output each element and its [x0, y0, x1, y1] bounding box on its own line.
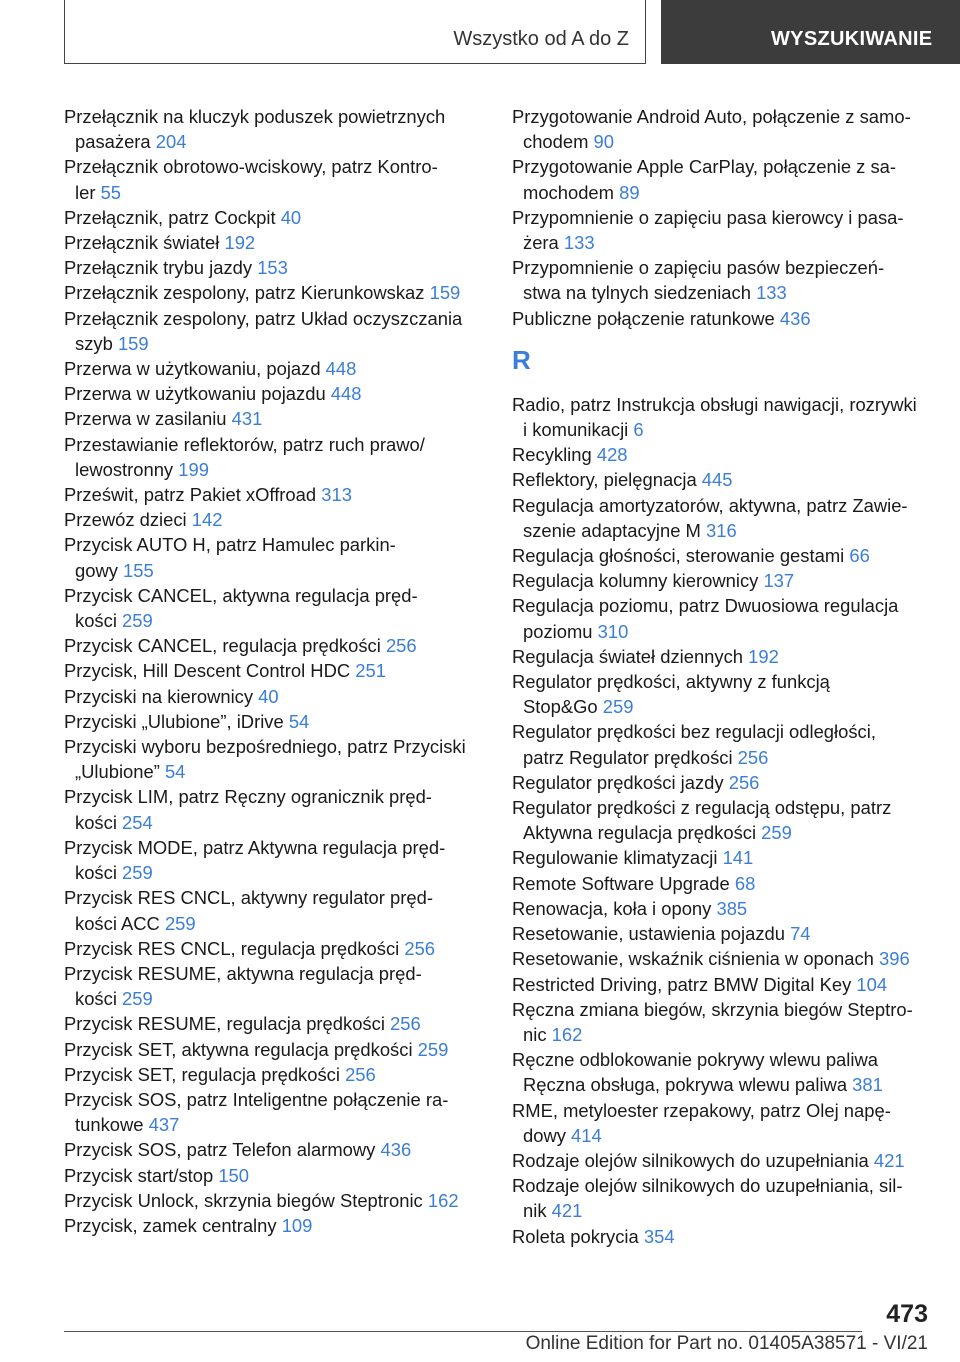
- entry-page-link[interactable]: 142: [191, 509, 223, 531]
- entry-text: Ręczne odblokowanie pokrywy wlewu paliwa Ręczna obsługa, pokrywa wlewu paliwa: [512, 1049, 878, 1096]
- tab-a-to-z-label: Wszystko od A do Z: [453, 28, 629, 50]
- entry-page-link[interactable]: 192: [224, 232, 256, 254]
- entry-page-link[interactable]: 150: [218, 1164, 249, 1186]
- entry-page-link[interactable]: 436: [380, 1139, 412, 1161]
- entry-page-link[interactable]: 133: [756, 282, 787, 304]
- page-number: 473: [886, 1300, 928, 1328]
- entry-page-link[interactable]: 40: [280, 206, 302, 228]
- index-entry: [512, 255, 932, 305]
- entry-page-link[interactable]: 448: [325, 358, 357, 380]
- entry-text: Przycisk, zamek centralny: [64, 1214, 282, 1236]
- index-entry: [64, 734, 484, 784]
- entry-text: Przygotowanie Android Auto, połączenie z samo- chodem: [512, 106, 911, 153]
- index-entry: [64, 583, 484, 633]
- entry-text: Recykling: [512, 444, 597, 466]
- entry-page-link[interactable]: 133: [563, 232, 595, 254]
- entry-text: Przełącznik trybu jazdy: [64, 257, 258, 279]
- entry-text: Przełącznik zespolony, patrz Układ oczyszczania szyb: [64, 307, 463, 354]
- entry-text: Przestawianie reflektorów, patrz ruch prawo/ lewostronny: [64, 433, 425, 480]
- index-entry: [512, 921, 932, 946]
- entry-page-link[interactable]: 254: [122, 811, 153, 833]
- entry-page-link[interactable]: 256: [728, 771, 760, 793]
- entry-text: Prześwit, patrz Pakiet xOffroad: [64, 484, 322, 506]
- entry-text: Przycisk SOS, patrz Inteligentne połączenie ra- tunkowe: [64, 1088, 449, 1136]
- entry-text: Przerwa w użytkowaniu, pojazd: [64, 358, 326, 380]
- entry-page-link[interactable]: 316: [706, 519, 737, 541]
- index-entry: [512, 104, 932, 154]
- entry-text: Regulator prędkości, aktywny z funkcją Stop&Go: [512, 671, 830, 718]
- index-entry: [512, 946, 932, 971]
- entry-text: Przycisk RESUME, aktywna regulacja pręd- kości: [64, 962, 422, 1010]
- entry-text: Remote Software Upgrade: [512, 872, 735, 894]
- entry-page-link[interactable]: 251: [355, 660, 386, 682]
- entry-text: Przyciski wyboru bezpośredniego, patrz Przyciski „Ulubione”: [64, 736, 466, 783]
- index-entry: [64, 306, 484, 356]
- index-entry: [512, 997, 932, 1047]
- entry-page-link[interactable]: 90: [593, 131, 615, 153]
- index-entry: [512, 467, 932, 492]
- index-entry: [64, 885, 484, 935]
- section-letter: R: [512, 344, 531, 375]
- index-entry: [512, 593, 932, 643]
- entry-page-link[interactable]: 153: [257, 257, 288, 279]
- entry-text: Przełącznik na kluczyk poduszek powietrznych pasażera: [64, 106, 446, 153]
- index-entry: [512, 1047, 932, 1097]
- entry-page-link[interactable]: 256: [385, 635, 417, 657]
- entry-page-link[interactable]: 385: [716, 897, 748, 919]
- index-entry: [64, 684, 484, 709]
- entry-text: Publiczne połączenie ratunkowe: [512, 307, 780, 329]
- index-entry: [64, 154, 484, 204]
- entry-page-link[interactable]: 256: [390, 1013, 421, 1035]
- index-entry: [64, 381, 484, 406]
- index-entry: [64, 1163, 484, 1188]
- index-entry: [512, 871, 932, 896]
- index-entry: [64, 280, 484, 305]
- entry-text: Regulacja poziomu, patrz Dwuosiowa regulacja poziomu: [512, 595, 899, 642]
- entry-text: Przycisk CANCEL, aktywna regulacja pręd- kości: [64, 584, 418, 632]
- index-entry: [64, 1062, 484, 1087]
- index-entry: [512, 442, 932, 467]
- index-entry: [512, 392, 932, 442]
- entry-page-link[interactable]: 104: [856, 973, 888, 995]
- index-entry: [512, 845, 932, 870]
- entry-text: Przerwa w zasilaniu: [64, 408, 232, 430]
- entry-page-link[interactable]: 55: [100, 181, 122, 203]
- entry-text: Przyciski na kierownicy: [64, 685, 259, 707]
- index-entry: [64, 1188, 484, 1213]
- entry-text: Przewóz dzieci: [64, 509, 192, 531]
- index-entry: [64, 709, 484, 734]
- entry-text: Przycisk LIM, patrz Ręczny ogranicznik pręd- kości: [64, 786, 432, 833]
- index-entry: [512, 154, 932, 204]
- entry-page-link[interactable]: 256: [345, 1063, 376, 1085]
- entry-page-link[interactable]: 256: [404, 937, 436, 959]
- entry-text: Regulacja głośności, sterowanie gestami: [512, 545, 850, 567]
- index-entry: [64, 104, 484, 154]
- index-entry: [64, 205, 484, 230]
- entry-text: Resetowanie, wskaźnik ciśnienia w oponach: [512, 948, 879, 970]
- entry-text: Przycisk RESUME, regulacja prędkości: [64, 1013, 391, 1035]
- tab-search-label: WYSZUKIWANIE: [771, 28, 933, 50]
- index-entry: [64, 482, 484, 507]
- entry-page-link[interactable]: 40: [258, 685, 279, 707]
- index-entry: [512, 568, 932, 593]
- entry-page-link[interactable]: 6: [633, 419, 644, 441]
- entry-page-link[interactable]: 162: [551, 1023, 583, 1045]
- index-entry: [64, 936, 484, 961]
- entry-page-link[interactable]: 54: [164, 761, 186, 783]
- entry-page-link[interactable]: 414: [571, 1124, 602, 1146]
- entry-page-link[interactable]: 259: [122, 862, 153, 884]
- entry-text: Przypomnienie o zapięciu pasa kierowcy i pasa- żera: [512, 206, 904, 254]
- index-entry: [64, 507, 484, 532]
- entry-page-link[interactable]: 259: [122, 610, 153, 632]
- entry-page-link[interactable]: 192: [748, 645, 779, 667]
- index-entry: [64, 658, 484, 683]
- entry-text: Regulowanie klimatyzacji: [512, 847, 723, 869]
- entry-text: Przygotowanie Apple CarPlay, połączenie z sa- mochodem: [512, 156, 897, 203]
- entry-text: Przycisk Unlock, skrzynia biegów Steptronic: [64, 1189, 428, 1211]
- entry-page-link[interactable]: 313: [321, 484, 352, 506]
- entry-page-link[interactable]: 162: [427, 1189, 459, 1211]
- entry-text: Regulator prędkości bez regulacji odległości, patrz Regulator prędkości: [512, 721, 876, 768]
- entry-page-link[interactable]: 259: [122, 988, 153, 1010]
- entry-text: Przycisk MODE, patrz Aktywna regulacja pręd- kości: [64, 836, 446, 884]
- entry-text: Przycisk RES CNCL, aktywny regulator pręd- kości ACC: [64, 887, 433, 934]
- index-entry: [512, 896, 932, 921]
- index-entry: [512, 493, 932, 543]
- entry-text: Przełącznik, patrz Cockpit: [64, 206, 281, 228]
- index-entry: [512, 306, 932, 331]
- entry-page-link[interactable]: 109: [281, 1214, 313, 1236]
- index-group-p: [512, 104, 932, 331]
- index-entry: [64, 532, 484, 582]
- entry-text: Przycisk RES CNCL, regulacja prędkości: [64, 937, 405, 959]
- index-entry: [64, 1011, 484, 1036]
- entry-text: Regulacja kolumny kierownicy: [512, 570, 764, 592]
- entry-page-link[interactable]: 141: [722, 847, 754, 869]
- entry-text: Regulacja świateł dziennych: [512, 645, 749, 667]
- header-tabs: [0, 0, 960, 68]
- entry-text: Resetowanie, ustawienia pojazdu: [512, 923, 791, 945]
- footer-divider: [64, 1331, 862, 1332]
- index-entry: [64, 1037, 484, 1062]
- entry-page-link[interactable]: 137: [763, 570, 795, 592]
- entry-page-link[interactable]: 421: [551, 1200, 583, 1222]
- index-entry: [64, 1137, 484, 1162]
- entry-page-link[interactable]: 155: [123, 559, 154, 581]
- entry-text: Przycisk AUTO H, patrz Hamulec parkin- gowy: [64, 534, 396, 581]
- entry-page-link[interactable]: 436: [779, 307, 811, 329]
- entry-text: Roleta pokrycia: [512, 1225, 644, 1247]
- entry-text: Regulator prędkości z regulacją odstępu, patrz Aktywna regulacja prędkości: [512, 797, 892, 844]
- tab-search[interactable]: [661, 0, 960, 64]
- index-entry: [64, 835, 484, 885]
- entry-page-link[interactable]: 396: [879, 948, 910, 970]
- entry-page-link[interactable]: 445: [701, 469, 733, 491]
- tab-a-to-z[interactable]: [64, 0, 646, 64]
- index-entry: [64, 784, 484, 834]
- index-entry: [64, 1213, 484, 1238]
- entry-text: Ręczna zmiana biegów, skrzynia biegów Steptro- nic: [512, 998, 913, 1045]
- index-entry: [512, 543, 932, 568]
- entry-page-link[interactable]: 204: [155, 131, 187, 153]
- entry-text: Przycisk, Hill Descent Control HDC: [64, 660, 356, 682]
- index-entry: [512, 1148, 932, 1173]
- index-entry: [512, 770, 932, 795]
- entry-text: Radio, patrz Instrukcja obsługi nawigacji, rozrywki i komunikacji: [512, 393, 917, 441]
- entry-page-link[interactable]: 159: [429, 282, 461, 304]
- index-entry: [512, 719, 932, 769]
- entry-text: Przycisk start/stop: [64, 1164, 219, 1186]
- entry-text: RME, metyloester rzepakowy, patrz Olej napę- dowy: [512, 1099, 891, 1146]
- index-entry: [512, 205, 932, 255]
- index-entry: [64, 633, 484, 658]
- entry-page-link[interactable]: 421: [873, 1149, 905, 1171]
- entry-page-link[interactable]: 256: [737, 746, 769, 768]
- index-entry: [64, 356, 484, 381]
- index-entry: [512, 669, 932, 719]
- index-column-left: [64, 104, 484, 1238]
- entry-text: Przypomnienie o zapięciu pasów bezpieczeń- stwa na tylnych siedzeniach: [512, 257, 885, 304]
- entry-text: Przerwa w użytkowaniu pojazdu: [64, 383, 331, 405]
- entry-page-link[interactable]: 448: [330, 383, 362, 405]
- index-column-right: [512, 104, 932, 1249]
- index-entry: [512, 972, 932, 997]
- entry-page-link[interactable]: 431: [231, 408, 263, 430]
- entry-page-link[interactable]: 354: [643, 1225, 675, 1247]
- entry-page-link[interactable]: 259: [417, 1038, 449, 1060]
- index-entry: [512, 644, 932, 669]
- index-entry: [64, 406, 484, 431]
- entry-text: Przycisk SOS, patrz Telefon alarmowy: [64, 1139, 381, 1161]
- entry-page-link[interactable]: 199: [178, 458, 209, 480]
- index-entry: [512, 1173, 932, 1223]
- entry-text: Regulator prędkości jazdy: [512, 771, 729, 793]
- index-entry: [64, 1087, 484, 1137]
- entry-text: Przyciski „Ulubione”, iDrive: [64, 710, 289, 732]
- entry-text: Przycisk SET, regulacja prędkości: [64, 1063, 346, 1085]
- index-entry: [64, 255, 484, 280]
- entry-text: Przycisk SET, aktywna regulacja prędkości: [64, 1038, 418, 1060]
- entry-text: Przełącznik świateł: [64, 232, 225, 254]
- entry-text: Przełącznik zespolony, patrz Kierunkowskaz: [64, 282, 430, 304]
- entry-page-link[interactable]: 159: [117, 332, 149, 354]
- index-group-r: [512, 392, 932, 1249]
- entry-page-link[interactable]: 89: [619, 181, 640, 203]
- entry-text: Reflektory, pielęgnacja: [512, 469, 702, 491]
- entry-page-link[interactable]: 428: [596, 444, 628, 466]
- entry-page-link[interactable]: 437: [148, 1114, 180, 1136]
- index-entry: [512, 795, 932, 845]
- entry-page-link[interactable]: 259: [164, 912, 196, 934]
- footer-edition: Online Edition for Part no. 01405A38571 - VI/21: [525, 1333, 928, 1354]
- entry-page-link[interactable]: 68: [734, 872, 756, 894]
- index-entry: [512, 1224, 932, 1249]
- entry-text: Przycisk CANCEL, regulacja prędkości: [64, 635, 386, 657]
- entry-page-link[interactable]: 74: [790, 923, 811, 945]
- index-entry: [64, 230, 484, 255]
- entry-page-link[interactable]: 259: [602, 696, 634, 718]
- entry-page-link[interactable]: 259: [761, 822, 792, 844]
- entry-text: Rodzaje olejów silnikowych do uzupełniania, sil- nik: [512, 1175, 903, 1222]
- index-entry: [512, 1098, 932, 1148]
- entry-text: Renowacja, koła i opony: [512, 897, 717, 919]
- index-entry: [64, 961, 484, 1011]
- entry-page-link[interactable]: 310: [597, 620, 629, 642]
- entry-text: Przełącznik obrotowo-wciskowy, patrz Kontro- ler: [64, 156, 438, 203]
- entry-text: Restricted Driving, patrz BMW Digital Key: [512, 973, 857, 995]
- index-entry: [64, 432, 484, 482]
- entry-page-link[interactable]: 381: [852, 1074, 883, 1096]
- entry-page-link[interactable]: 54: [288, 710, 310, 732]
- entry-page-link[interactable]: 66: [849, 545, 870, 567]
- entry-text: Rodzaje olejów silnikowych do uzupełniania: [512, 1149, 874, 1171]
- entry-text: Regulacja amortyzatorów, aktywna, patrz Zawie- szenie adaptacyjne M: [512, 494, 908, 541]
